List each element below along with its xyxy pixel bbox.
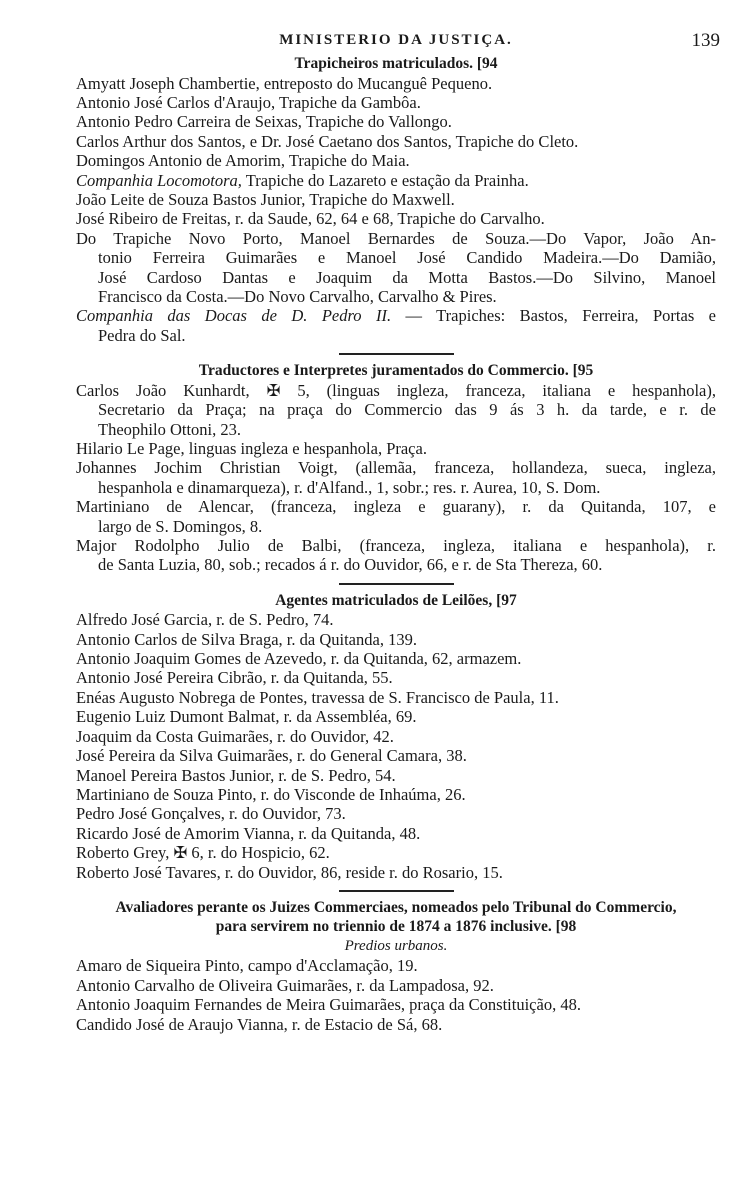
- entry-text: Carlos Arthur dos Santos, e Dr. José Caetano dos Santos, Trapiche do Cleto.: [76, 131, 579, 151]
- entry-text: Secretario da Praça; na praça do Commercio das 9 ás 3 h. da tarde, e r. de: [98, 400, 716, 420]
- list-entry: [76, 956, 716, 975]
- entry-text: de Santa Luzia, 80, sob.; recados á r. do Ouvidor, 66, e r. de Sta Thereza, 60.: [98, 555, 603, 575]
- entry-line: [76, 804, 716, 823]
- list-entry: [76, 746, 716, 765]
- list-entry: [76, 306, 716, 345]
- entry-line: [76, 248, 716, 267]
- entry-text: Amaro de Siqueira Pinto, campo d'Acclamação, 19.: [76, 956, 418, 976]
- entry-text: Pedro José Gonçalves, r. do Ouvidor, 73.: [76, 804, 346, 824]
- list-entry: [76, 381, 716, 439]
- entry-text: Pedra do Sal.: [98, 325, 186, 345]
- entry-line: [76, 746, 716, 765]
- entry-line: [76, 707, 716, 726]
- section-title: Agentes matriculados de Leilões, [97: [275, 591, 517, 609]
- entry-text: Antonio José Pereira Cibrão, r. da Quitanda, 55.: [76, 668, 393, 688]
- entry-line: [76, 209, 716, 228]
- list-entry: [76, 824, 716, 843]
- list-entry: [76, 668, 716, 687]
- entry-text: Antonio Carvalho de Oliveira Guimarães, r. da Lampadosa, 92.: [76, 975, 494, 995]
- entry-line: [76, 497, 716, 516]
- list-entry: [76, 209, 716, 228]
- entry-line: [76, 420, 716, 439]
- entry-text: Major Rodolpho Julio de Balbi, (franceza, ingleza, italiana e hespanhola), r.: [76, 535, 716, 555]
- entry-text: Manoel Pereira Bastos Junior, r. de S. Pedro, 54.: [76, 765, 396, 785]
- list-entry: [76, 727, 716, 746]
- entry-line: [76, 843, 716, 862]
- entry-text: Trapiche do Lazareto e estação da Prainha.: [241, 170, 529, 190]
- entry-line: [76, 381, 716, 400]
- list-entry: [76, 439, 716, 458]
- list-entry: [76, 190, 716, 209]
- entry-line: [76, 112, 716, 131]
- list-entry: [76, 649, 716, 668]
- entry-line: [76, 863, 716, 882]
- list-entry: [76, 536, 716, 575]
- list-entry: [76, 458, 716, 497]
- entry-line: [76, 190, 716, 209]
- list-entry: [76, 112, 716, 131]
- entry-text: José Ribeiro de Freitas, r. da Saude, 62, 64 e 68, Trapiche do Carvalho.: [76, 209, 545, 229]
- entry-text: Do Trapiche Novo Porto, Manoel Bernardes de Souza.—Do Vapor, João An-: [76, 228, 716, 248]
- entry-line: [76, 400, 716, 419]
- entry-line: [76, 785, 716, 804]
- entry-line: [76, 458, 716, 477]
- document-page: [76, 30, 720, 1034]
- entry-text: Domingos Antonio de Amorim, Trapiche do Maia.: [76, 151, 410, 171]
- entry-text: Joaquim da Costa Guimarães, r. do Ouvidor, 42.: [76, 726, 394, 746]
- entry-text: Alfredo José Garcia, r. de S. Pedro, 74.: [76, 610, 334, 630]
- entry-line: [76, 229, 716, 248]
- section-divider: [339, 353, 454, 355]
- entry-text: Francisco da Costa.—Do Novo Carvalho, Carvalho & Pires.: [98, 286, 497, 306]
- entry-line: [76, 630, 716, 649]
- header-title: MINISTERIO DA JUSTIÇA.: [279, 32, 513, 48]
- entry-text: Martiniano de Alencar, (franceza, ingleza e guarany), r. da Quitanda, 107, e: [76, 497, 716, 517]
- entry-line: [76, 306, 716, 325]
- entry-line: [76, 727, 716, 746]
- entry-line: [76, 610, 716, 629]
- entry-text: Antonio Carlos de Silva Braga, r. da Quitanda, 139.: [76, 629, 417, 649]
- entry-line: [76, 555, 716, 574]
- list-entry: [76, 610, 716, 629]
- entry-text: Ricardo José de Amorim Vianna, r. da Quitanda, 48.: [76, 823, 421, 843]
- entry-line: [76, 1015, 716, 1034]
- entry-text: Enéas Augusto Nobrega de Pontes, travessa de S. Francisco de Paula, 11.: [76, 687, 559, 707]
- list-entry: [76, 785, 716, 804]
- list-entry: [76, 766, 716, 785]
- entry-line: [76, 478, 716, 497]
- entry-text: José Pereira da Silva Guimarães, r. do General Camara, 38.: [76, 746, 467, 766]
- section-title-cont: para servirem no triennio de 1874 a 1876 inclusive. [98: [215, 918, 577, 936]
- entry-text: Antonio Joaquim Fernandes de Meira Guimarães, praça da Constituição, 48.: [76, 995, 581, 1015]
- entry-line: [76, 439, 716, 458]
- entry-text: largo de S. Domingos, 8.: [98, 516, 263, 536]
- list-entry: [76, 843, 716, 862]
- entry-line: [76, 668, 716, 687]
- entry-text: hespanhola e dinamarqueza), r. d'Alfand., 1, sobr.; res. r. Aurea, 10, S. Dom.: [98, 477, 601, 497]
- entry-line: [76, 824, 716, 843]
- list-entry: [76, 976, 716, 995]
- list-entry: [76, 93, 716, 112]
- section: [76, 898, 716, 1034]
- entry-line: [76, 93, 716, 112]
- entry-text: Roberto José Tavares, r. do Ouvidor, 86, reside r. do Rosario, 15.: [76, 862, 503, 882]
- entry-line: [76, 995, 716, 1014]
- section: [76, 54, 716, 345]
- entry-line: [76, 649, 716, 668]
- document-body: [76, 54, 716, 1034]
- section: [76, 591, 716, 882]
- entry-text: Theophilo Ottoni, 23.: [98, 419, 241, 439]
- list-entry: [76, 630, 716, 649]
- entry-italic-name: Companhia Locomotora,: [76, 170, 242, 190]
- entry-text: Hilario Le Page, linguas ingleza e hespanhola, Praça.: [76, 438, 427, 458]
- section-divider: [339, 583, 454, 585]
- entry-text: Antonio José Carlos d'Araujo, Trapiche da Gambôa.: [76, 92, 421, 112]
- entry-line: [76, 268, 716, 287]
- entry-text: Antonio Pedro Carreira de Seixas, Trapiche do Vallongo.: [76, 112, 452, 132]
- list-entry: [76, 804, 716, 823]
- entry-text: José Cardoso Dantas e Joaquim da Motta Bastos.—Do Silvino, Manoel: [98, 267, 716, 287]
- page-number: 139: [691, 30, 720, 51]
- list-entry: [76, 151, 716, 170]
- list-entry: [76, 171, 716, 190]
- entry-line: [76, 976, 716, 995]
- entry-line: [76, 688, 716, 707]
- entry-line: [76, 326, 716, 345]
- list-entry: [76, 74, 716, 93]
- section-title: Avaliadores perante os Juizes Commerciaes, nomeados pelo Tribunal do Commercio,: [115, 898, 677, 916]
- entry-text: tonio Ferreira Guimarães e Manoel José Candido Madeira.—Do Damião,: [98, 248, 716, 268]
- list-entry: [76, 707, 716, 726]
- entry-line: [76, 517, 716, 536]
- section-title: Traductores e Interpretes juramentados do Commercio. [95: [198, 362, 594, 380]
- entry-line: [76, 171, 716, 190]
- entry-text: Antonio Joaquim Gomes de Azevedo, r. da Quitanda, 62, armazem.: [76, 649, 522, 669]
- entry-text: Martiniano de Souza Pinto, r. do Visconde de Inhaúma, 26.: [76, 784, 466, 804]
- list-entry: [76, 995, 716, 1014]
- entry-line: [76, 766, 716, 785]
- entry-line: [76, 536, 716, 555]
- list-entry: [76, 688, 716, 707]
- entry-line: [76, 287, 716, 306]
- list-entry: [76, 863, 716, 882]
- list-entry: [76, 497, 716, 536]
- entry-text: — Trapiches: Bastos, Ferreira, Portas e: [391, 306, 716, 326]
- section-subtitle: Predios urbanos.: [344, 937, 448, 954]
- entry-italic-name: Companhia das Docas de D. Pedro II.: [76, 306, 392, 326]
- entry-text: Candido José de Araujo Vianna, r. de Estacio de Sá, 68.: [76, 1014, 443, 1034]
- entry-text: João Leite de Souza Bastos Junior, Trapiche do Maxwell.: [76, 189, 455, 209]
- list-entry: [76, 1015, 716, 1034]
- running-header: [76, 30, 720, 54]
- section-divider: [339, 890, 454, 892]
- entry-text: Amyatt Joseph Chambertie, entreposto do Mucanguê Pequeno.: [76, 73, 493, 93]
- entry-line: [76, 956, 716, 975]
- entry-line: [76, 151, 716, 170]
- list-entry: [76, 132, 716, 151]
- section-title: Trapicheiros matriculados. [94: [294, 55, 498, 72]
- entry-text: Johannes Jochim Christian Voigt, (allemãa, franceza, hollandeza, sueca, ingleza,: [76, 458, 716, 478]
- entry-text: Carlos João Kunhardt, ✠ 5, (linguas ingleza, franceza, italiana e hespanhola),: [76, 380, 716, 400]
- entry-text: Eugenio Luiz Dumont Balmat, r. da Assembléa, 69.: [76, 707, 417, 727]
- list-entry: [76, 229, 716, 307]
- entry-text: Roberto Grey, ✠ 6, r. do Hospicio, 62.: [76, 843, 330, 863]
- entry-line: [76, 132, 716, 151]
- entry-line: [76, 74, 716, 93]
- section: [76, 361, 716, 575]
